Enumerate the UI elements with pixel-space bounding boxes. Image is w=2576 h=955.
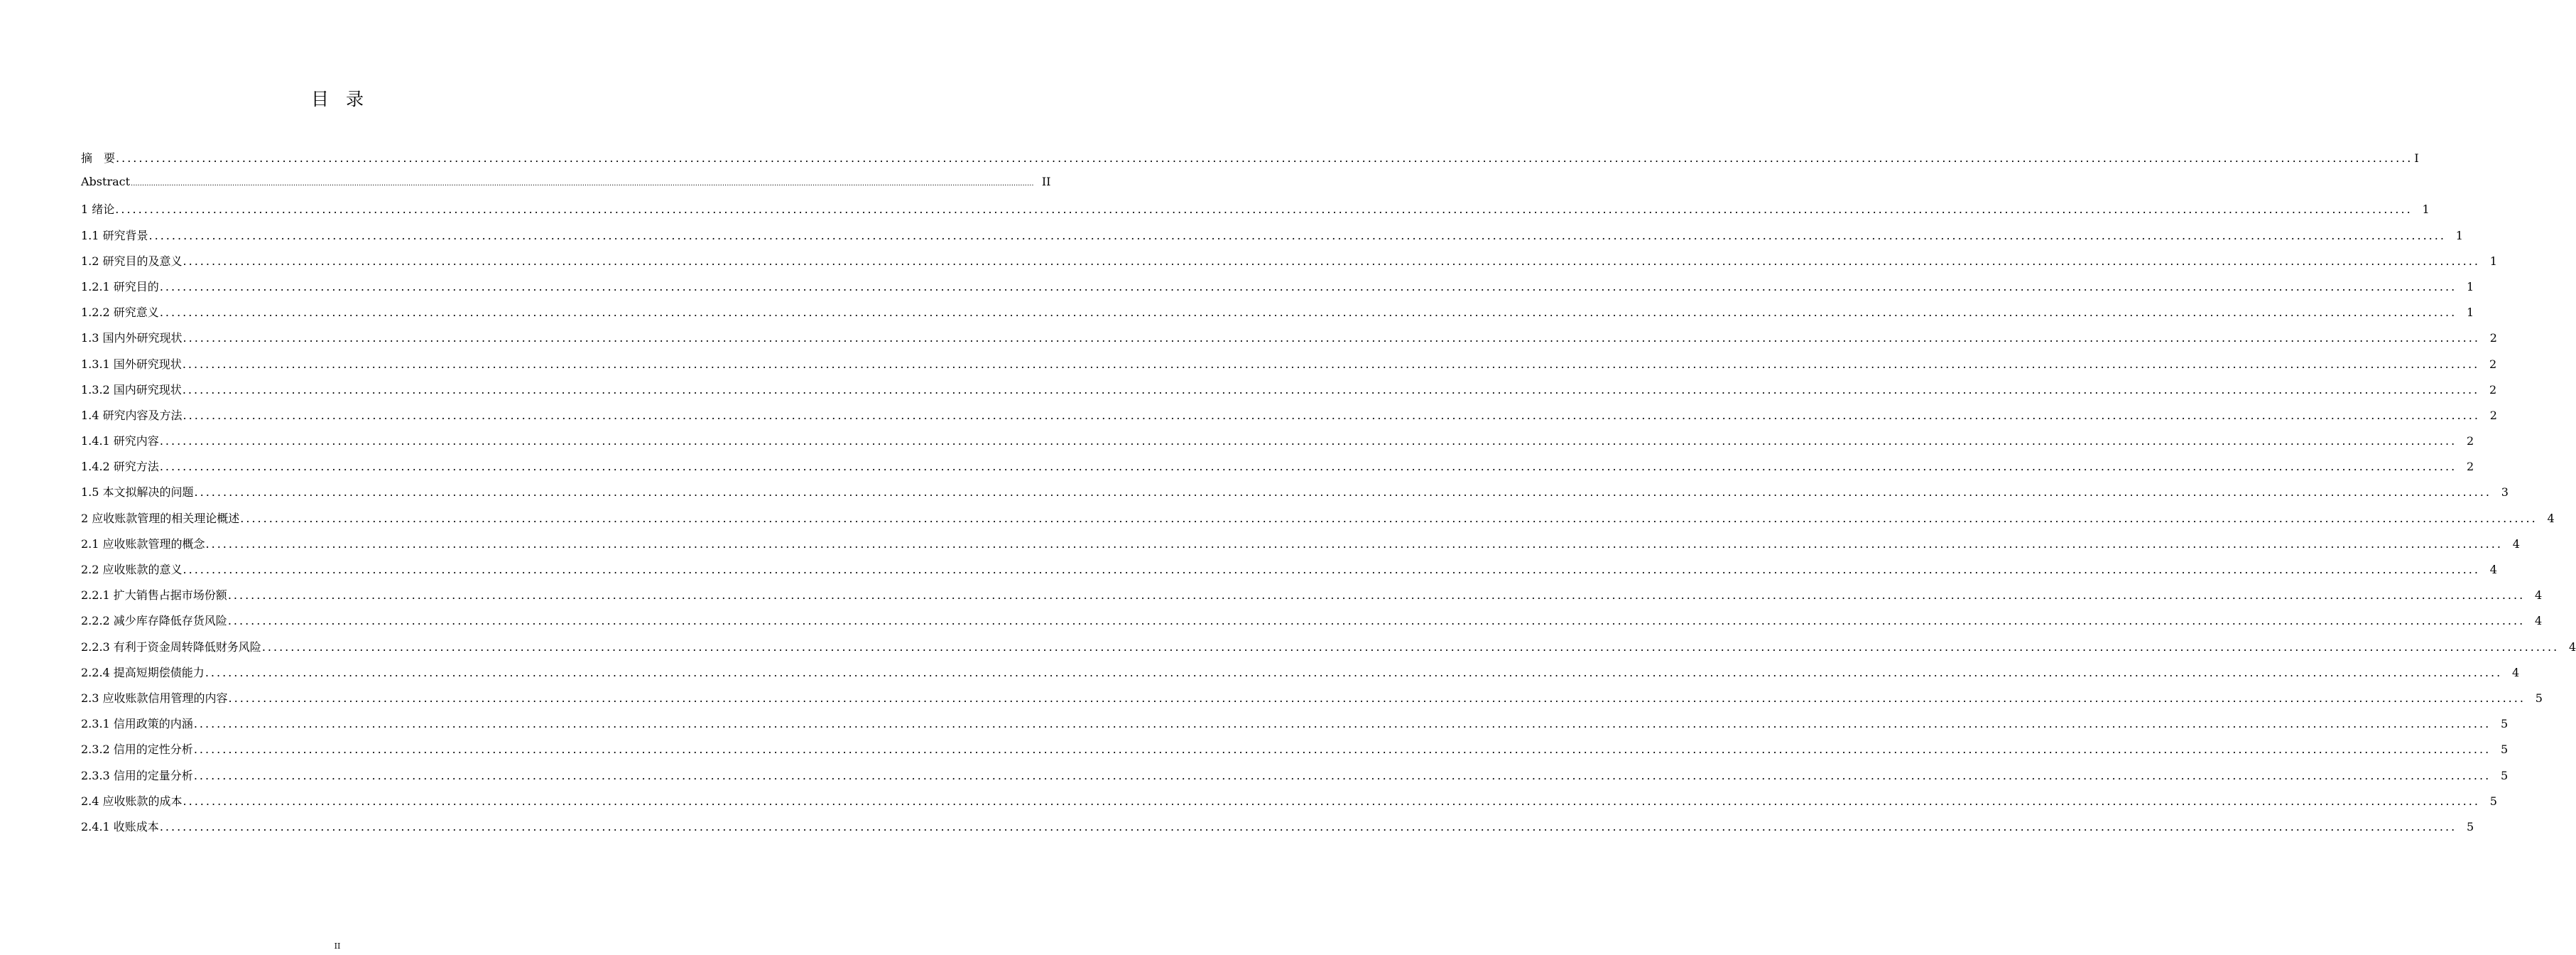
toc-dot-leader: ................................................................................................................................................................................................................................................................................................................................................................................................................ [193, 717, 2491, 731]
toc-entry-label: 1.3.1 国外研究现状 [81, 357, 182, 371]
toc-entry[interactable] [81, 458, 2474, 483]
toc-entry-label: 1.5 本文拟解决的问题 [81, 485, 194, 500]
toc-entry-label: 1.1 研究背景 [81, 228, 148, 242]
toc-entry-page: 5 [2501, 717, 2509, 731]
toc-entry[interactable] [81, 689, 2543, 715]
toc-entry-label: 1.4.2 研究方法 [81, 460, 159, 474]
toc-entry-page: 4 [2535, 588, 2543, 603]
toc-entry[interactable] [81, 432, 2474, 458]
toc-entry[interactable] [81, 638, 2576, 664]
toc-entry-label: 2.4 应收账款的成本 [81, 794, 183, 808]
toc-entry[interactable] [81, 586, 2543, 612]
toc-entry-label: 2.3.1 信用政策的内涵 [81, 717, 193, 731]
toc-entry-page: 4 [2547, 511, 2555, 525]
toc-dot-leader: ................................................................................................................................................................................................................................................................................................................................................................................................................ [193, 768, 2491, 782]
toc-entry[interactable] [81, 227, 2463, 252]
toc-dot-leader: ................................................................................................................................................................................................................................................................................................................................................................................................................ [159, 434, 2457, 448]
toc-dot-leader: ................................................................................................................................................................................................................................................................................................................................................................................................................ [261, 640, 2560, 654]
toc-dot-leader: ................................................................................................................................................................................................................................................................................................................................................................................................................ [205, 536, 2503, 551]
toc-entry-label: 2.4.1 收账成本 [81, 819, 159, 833]
toc-entry-label: Abstract [81, 175, 131, 189]
toc-entry-page: I [2414, 151, 2419, 165]
toc-entry[interactable] [81, 561, 2497, 586]
toc-dot-leader: ................................................................................................................................................................................................................................................................................................................................................................................................................ [116, 151, 2413, 165]
toc-entry-page: 1 [2467, 306, 2474, 320]
toc-entry[interactable] [81, 329, 2497, 355]
toc-entry-label: 1.2.2 研究意义 [81, 306, 159, 320]
toc-entry-label: 2.3.2 信用的定性分析 [81, 743, 193, 757]
toc-entry[interactable] [81, 509, 2555, 535]
toc-entry[interactable] [81, 200, 2430, 226]
toc-entry-label: 2.2 应收账款的意义 [81, 563, 183, 576]
toc-entry-page: 4 [2512, 665, 2520, 679]
toc-entry[interactable] [81, 406, 2497, 432]
toc-entry-page: 5 [2489, 794, 2497, 808]
toc-entry-label: 1.4.1 研究内容 [81, 434, 159, 448]
toc-dot-leader: ................................................................................................................................................................................................................................................................................................................................................................................................................ [115, 203, 2413, 217]
toc-dot-leader: ................................................................................................................................................................................................................................................................................................................................................................................................................ [193, 743, 2491, 757]
toc-entry-page: 1 [2455, 228, 2463, 242]
toc-entry-label: 1.3.2 国内研究现状 [81, 382, 182, 396]
toc-dot-leader: ................................................................................................................................................................................................................................................................................................................................................................................................................ [227, 614, 2526, 628]
toc-entry-page: 2 [2489, 331, 2497, 345]
toc-entry-page: 3 [2501, 485, 2509, 500]
toc-entry[interactable] [81, 715, 2509, 740]
toc-dot-leader: ................................................................................................................................................................................................................................................................................................................................................................................................................ [183, 408, 2480, 422]
toc-entry-page: II [1041, 175, 1051, 189]
toc-dot-leader: ................................................................................................................................................................................................................................................................................................................................................................................................................ [159, 819, 2457, 833]
toc-entry[interactable] [81, 149, 2419, 175]
toc-entry-label: 2.1 应收账款管理的概念 [81, 536, 205, 551]
toc-dot-leader: ................................................................................................................................................................................................................................................................................................................................................................................................................ [182, 357, 2480, 371]
toc-entry-page: 5 [2501, 768, 2509, 782]
toc-entry[interactable] [81, 664, 2520, 689]
toc-entry[interactable] [81, 792, 2497, 818]
toc-dot-leader: ................................................................................................................................................................................................................................................................................................................................................................................................................ [240, 511, 2538, 525]
toc-entry-label: 2.2.2 减少库存降低存货风险 [81, 614, 227, 628]
toc-dot-leader: ................................................................................................................................................................................................................................................................................................................................................................................................................ [148, 228, 2446, 242]
toc-entry-label: 2.3 应收账款信用管理的内容 [81, 691, 228, 705]
toc-dot-leader: ................................................................................................................................................................................................................................................................................................................................................................................................................ [183, 563, 2480, 576]
toc-dot-leader: ................................................................................................................................................................................................................................................................................................................................................................................................................ [159, 279, 2457, 293]
toc-dot-leader: ................................................................................................................................................................................................................................................................................................................................................................................................................ [183, 794, 2480, 808]
toc-entry[interactable] [81, 818, 2474, 843]
toc-entry[interactable] [81, 535, 2520, 561]
toc-dot-leader: ................................................................................................................................................................................................................................................................................................................................................................................................................ [194, 485, 2491, 500]
toc-entry[interactable] [81, 767, 2509, 792]
toc-entry-page: 5 [2467, 819, 2474, 833]
page-number: II [334, 941, 341, 951]
toc-entry[interactable] [81, 303, 2474, 329]
toc-dot-leader: ................................................................................................................................................................................................................................................................................................................................................................................................................ [159, 460, 2457, 474]
toc-entry-label: 1.2.1 研究目的 [81, 279, 159, 293]
toc-entry-label: 1.2 研究目的及意义 [81, 254, 183, 268]
toc-entry[interactable] [81, 740, 2509, 766]
page-title: 目录 [310, 89, 381, 109]
toc-entry-page: 4 [2512, 536, 2520, 551]
toc-entry-page: 1 [2489, 254, 2497, 268]
toc-entry-label: 2.2.3 有利于资金周转降低财务风险 [81, 640, 261, 654]
toc-entry-page: 2 [2489, 382, 2497, 396]
toc-entry-page: 1 [2467, 279, 2474, 293]
toc-entry-page: 4 [2535, 614, 2543, 628]
toc-entry-page: 1 [2422, 203, 2430, 217]
toc-dot-leader: ................................................................................................................................................................................................................................................................................................................................................................................................................ [227, 588, 2526, 603]
toc-dot-leader: ................................................................................................................................................................................................................................................................................................................................................................................................................ [183, 331, 2480, 345]
toc-entry[interactable] [81, 278, 2474, 303]
toc-dot-leader: ................................................................................................................................................................................................................................................................................................................................................................................................................ [182, 382, 2480, 396]
toc-entry[interactable] [81, 612, 2543, 637]
table-of-contents [81, 149, 2576, 843]
toc-entry-page: 5 [2501, 743, 2509, 757]
toc-entry[interactable] [81, 381, 2497, 406]
toc-entry-label: 2.3.3 信用的定量分析 [81, 768, 193, 782]
toc-dot-leader: ................................................................................................................................................................................................................................................................................................................................................................................................................ [131, 180, 1034, 188]
toc-entry-page: 2 [2467, 434, 2474, 448]
toc-entry[interactable] [81, 252, 2497, 278]
toc-entry-label: 1.4 研究内容及方法 [81, 408, 183, 422]
toc-entry-label: 2 应收账款管理的相关理论概述 [81, 511, 240, 525]
toc-dot-leader: ................................................................................................................................................................................................................................................................................................................................................................................................................ [183, 254, 2480, 268]
toc-entry[interactable] [81, 483, 2509, 509]
toc-entry-page: 2 [2467, 460, 2474, 474]
toc-entry-page: 2 [2489, 408, 2497, 422]
toc-entry[interactable] [81, 175, 1051, 200]
toc-entry-page: 4 [2569, 640, 2576, 654]
toc-entry-page: 5 [2535, 691, 2543, 705]
toc-entry-label: 2.2.4 提高短期偿债能力 [81, 665, 205, 679]
toc-entry-page: 2 [2489, 357, 2497, 371]
toc-entry-label: 2.2.1 扩大销售占据市场份额 [81, 588, 227, 603]
toc-entry-page: 4 [2489, 563, 2497, 576]
toc-dot-leader: ................................................................................................................................................................................................................................................................................................................................................................................................................ [159, 306, 2457, 320]
toc-dot-leader: ................................................................................................................................................................................................................................................................................................................................................................................................................ [205, 665, 2503, 679]
toc-entry[interactable] [81, 355, 2497, 381]
toc-entry-label: 摘 要 [81, 151, 116, 165]
toc-dot-leader: ................................................................................................................................................................................................................................................................................................................................................................................................................ [228, 691, 2526, 705]
toc-entry-label: 1 绪论 [81, 203, 115, 217]
toc-entry-label: 1.3 国内外研究现状 [81, 331, 183, 345]
